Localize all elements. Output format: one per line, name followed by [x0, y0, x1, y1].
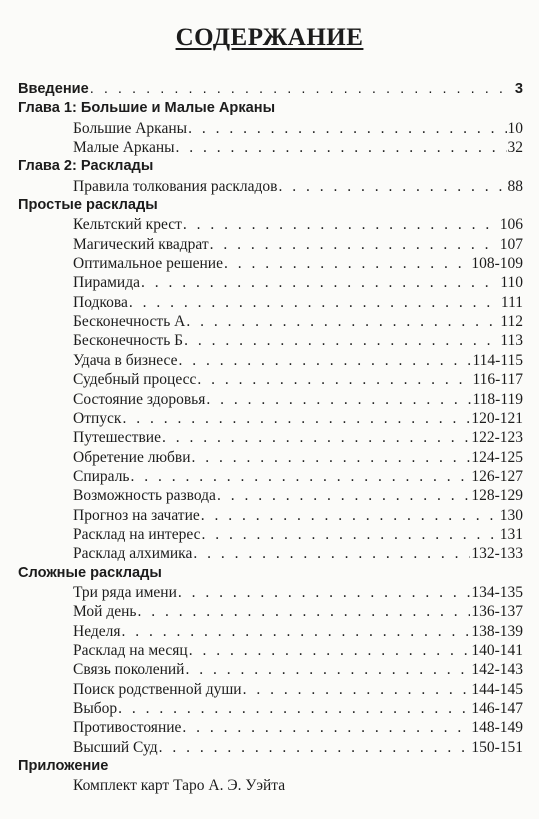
toc-entry-label: Связь поколений [73, 661, 185, 679]
toc-section-heading [18, 99, 523, 118]
toc-page-number: 111 [500, 293, 523, 311]
dot-leader [210, 235, 499, 254]
toc-entry-label: Противостояние [73, 719, 182, 737]
toc-page-number: 108-109 [471, 255, 523, 273]
dot-leader [137, 602, 470, 621]
toc-section-heading [18, 564, 523, 583]
toc-entry-label: Малые Арканы [73, 139, 175, 157]
toc-entry [18, 544, 523, 563]
toc-entry [18, 390, 523, 409]
toc-page-number: 142-143 [471, 661, 523, 679]
toc-entry [18, 370, 523, 389]
dot-leader [122, 622, 471, 641]
toc-entry [18, 293, 523, 312]
toc-page-number: 150-151 [471, 738, 523, 756]
toc-entry-label: Простые расклады [18, 197, 158, 214]
toc-entry-label: Обретение любви [73, 448, 191, 466]
toc-entry-label: Глава 2: Расклады [18, 158, 154, 175]
toc-entry-label: Оптимальное решение [73, 255, 223, 273]
toc-entry-label: Расклад алхимика [73, 545, 193, 563]
dot-leader [192, 448, 471, 467]
toc-entry [18, 331, 523, 350]
toc-page-number: 148-149 [471, 719, 523, 737]
dot-leader [129, 293, 500, 312]
toc-entry-label: Судебный процесс [73, 371, 197, 389]
dot-leader [178, 583, 470, 602]
toc-entry-label: Кельтский крест [73, 216, 182, 234]
toc-entry-label: Приложение [18, 758, 109, 775]
toc-entry-label: Сложные расклады [18, 564, 162, 581]
toc-entry [18, 738, 523, 757]
toc-entry [18, 602, 523, 621]
toc-page-number: 113 [500, 332, 523, 350]
dot-leader [183, 215, 499, 234]
toc-entry [18, 660, 523, 679]
toc-page-number: 116-117 [472, 371, 523, 389]
toc-entry-label: Пирамида [73, 274, 140, 292]
toc-entry-label: Поиск родственной души [73, 680, 242, 698]
toc-entry [18, 273, 523, 292]
dot-leader [217, 486, 470, 505]
toc-entry [18, 448, 523, 467]
toc-page-number: 126-127 [471, 467, 523, 485]
dot-leader [186, 312, 499, 331]
dot-leader [176, 138, 507, 157]
toc-entry-label: Бесконечность А [73, 313, 186, 331]
dot-leader [189, 641, 471, 660]
toc-entry [18, 467, 523, 486]
dot-leader [243, 680, 471, 699]
toc-entry-label: Состояние здоровья [73, 390, 206, 408]
toc-page-number: 140-141 [471, 641, 523, 659]
toc-entry [18, 351, 523, 370]
toc-page-number: 110 [500, 274, 523, 292]
toc-section-heading [18, 757, 523, 776]
toc-page-number: 32 [507, 139, 523, 157]
toc-entry [18, 428, 523, 447]
page-title [0, 24, 539, 52]
table-of-contents [18, 80, 523, 796]
toc-entry-label: Подкова [73, 293, 128, 311]
toc-page-number: 146-147 [471, 700, 523, 717]
toc-entry-label: Большие Арканы [73, 119, 188, 137]
dot-leader [184, 331, 499, 350]
dot-leader [122, 409, 470, 428]
toc-page-number: 3 [514, 81, 523, 97]
toc-entry-label: Прогноз на зачатие [73, 506, 200, 524]
toc-entry [18, 409, 523, 428]
toc-section-heading [18, 80, 523, 99]
toc-entry [18, 138, 523, 157]
toc-entry [18, 506, 523, 525]
toc-entry [18, 699, 523, 718]
dot-leader [206, 390, 471, 409]
dot-leader [188, 119, 506, 138]
dot-leader [224, 254, 470, 273]
dot-leader [90, 80, 514, 99]
toc-page-number: 130 [499, 506, 523, 524]
toc-entry-label: Спираль [73, 467, 130, 485]
toc-page-number: 106 [499, 216, 523, 234]
toc-entry-label: Правила толкования раскладов [73, 177, 278, 195]
toc-page-number: 112 [500, 313, 523, 331]
toc-entry [18, 641, 523, 660]
toc-entry [18, 776, 523, 795]
toc-page-number: 124-125 [471, 448, 523, 466]
toc-entry-label: Выбор [73, 700, 118, 717]
toc-entry [18, 718, 523, 737]
dot-leader [278, 177, 506, 196]
toc-page-number: 128-129 [471, 487, 523, 505]
toc-page-number: 131 [499, 525, 523, 543]
toc-entry-label: Глава 1: Большие и Малые Арканы [18, 100, 276, 117]
dot-leader [141, 273, 499, 292]
toc-page-number: 107 [499, 235, 523, 253]
toc-entry-label: Три ряда имени [73, 583, 177, 601]
toc-page-number: 144-145 [471, 680, 523, 698]
toc-entry [18, 235, 523, 254]
toc-page-number: 134-135 [471, 583, 523, 601]
toc-page-number: 118-119 [472, 390, 523, 408]
toc-entry-label: Мой день [73, 603, 137, 621]
toc-page-number: 88 [507, 177, 523, 195]
dot-leader [179, 351, 472, 370]
toc-entry [18, 525, 523, 544]
toc-page-number: 138-139 [471, 622, 523, 640]
toc-entry [18, 622, 523, 641]
toc-entry-label: Комплект карт Таро А. Э. Уэйта [73, 777, 286, 795]
toc-page-number: 132-133 [471, 545, 523, 563]
dot-leader [131, 467, 471, 486]
toc-page-number: 10 [507, 119, 523, 137]
dot-leader [182, 718, 470, 737]
toc-entry-label: Неделя [73, 622, 121, 640]
toc-entry-label: Расклад на интерес [73, 525, 201, 543]
dot-leader [159, 738, 471, 757]
toc-section-heading [18, 196, 523, 215]
toc-section-heading [18, 157, 523, 176]
toc-entry-label: Высший Суд [73, 738, 158, 756]
toc-entry-label: Расклад на месяц [73, 641, 188, 659]
toc-entry-label: Удача в бизнесе [73, 351, 178, 369]
toc-entry [18, 215, 523, 234]
toc-entry-label: Возможность развода [73, 487, 216, 505]
toc-entry-label: Магический квадрат [73, 235, 209, 253]
toc-entry-label: Введение [18, 81, 89, 97]
toc-entry [18, 583, 523, 602]
toc-entry-label: Отпуск [73, 409, 122, 427]
dot-leader [118, 699, 470, 718]
toc-entry [18, 312, 523, 331]
dot-leader [197, 370, 471, 389]
toc-page-number: 122-123 [471, 429, 523, 447]
toc-entry-label: Путешествие [73, 429, 161, 447]
dot-leader [201, 506, 499, 525]
toc-entry [18, 254, 523, 273]
dot-leader [193, 544, 470, 563]
toc-entry [18, 119, 523, 138]
toc-page-number: 114-115 [472, 351, 523, 369]
toc-entry [18, 486, 523, 505]
toc-entry-label: Бесконечность Б [73, 332, 184, 350]
page-title-text: СОДЕРЖАНИЕ [175, 24, 364, 51]
dot-leader [201, 525, 498, 544]
toc-entry [18, 177, 523, 196]
dot-leader [162, 428, 470, 447]
toc-entry [18, 680, 523, 699]
toc-page-number: 120-121 [471, 409, 523, 427]
toc-page-number: 136-137 [471, 603, 523, 621]
dot-leader [185, 660, 470, 679]
